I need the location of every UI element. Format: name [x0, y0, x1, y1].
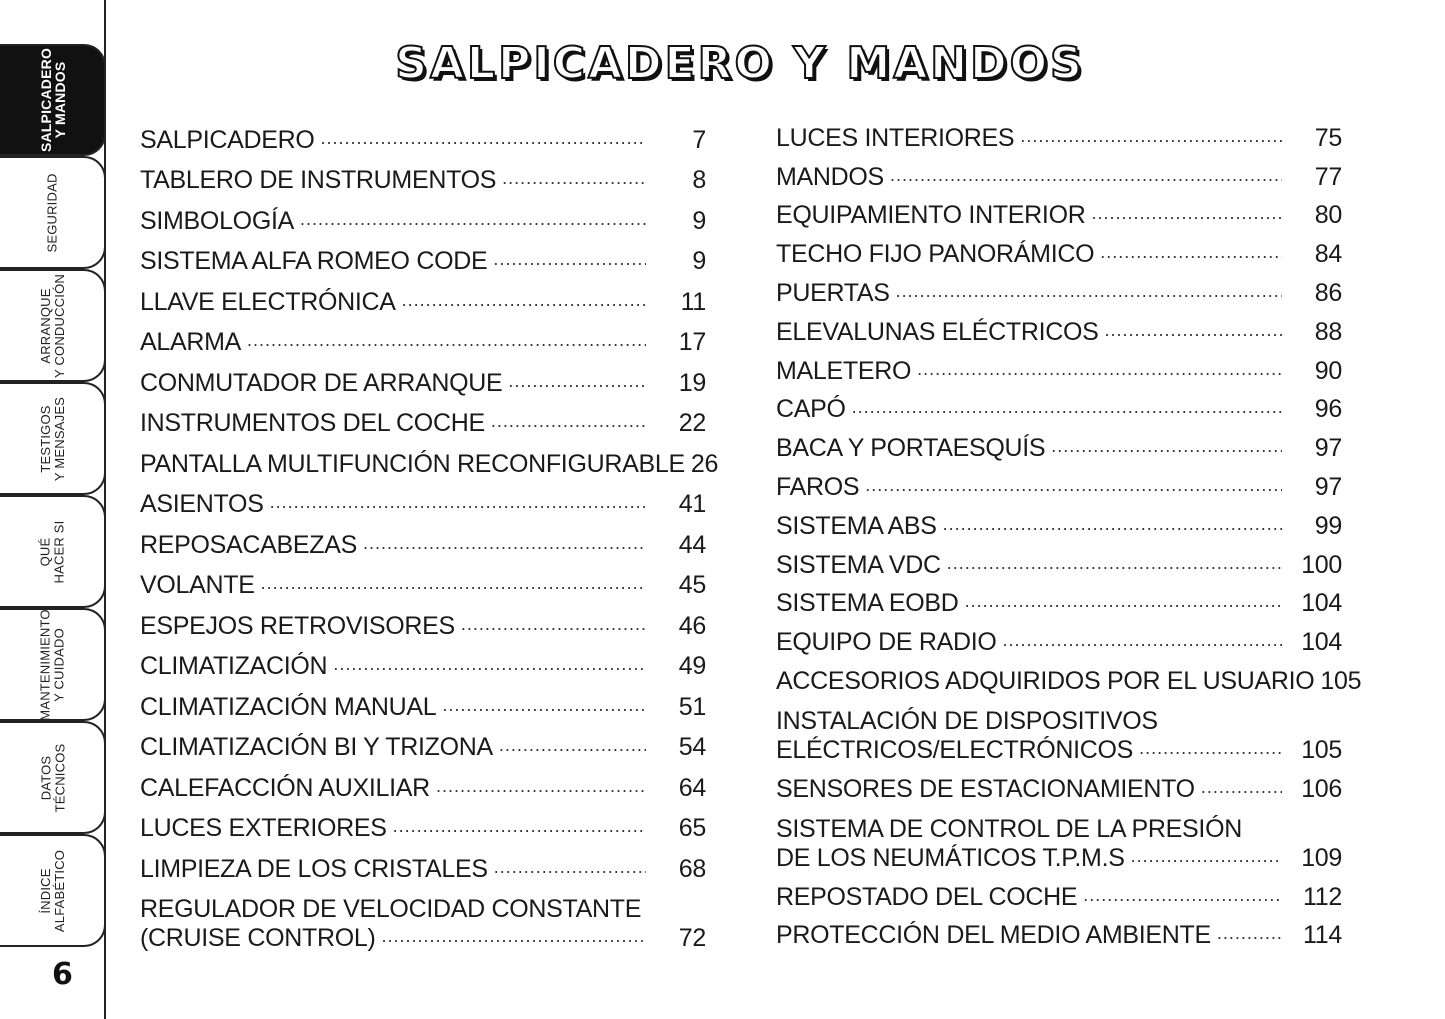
toc-page-number: 72: [678, 923, 706, 952]
dot-leader: [965, 591, 1282, 612]
toc-page-number: 96: [1314, 395, 1342, 424]
dot-leader: [890, 165, 1282, 186]
toc-entry[interactable]: [776, 153, 1342, 192]
toc-page-number: 90: [1314, 356, 1342, 385]
toc-entry-title: SISTEMA VDC: [776, 550, 941, 579]
tab-label: TESTIGOS Y MENSAJES: [38, 396, 67, 481]
dot-leader: [1217, 923, 1282, 944]
toc-page-number: 9: [692, 206, 706, 235]
toc-entry-title: LUCES EXTERIORES: [140, 814, 387, 842]
toc-entry[interactable]: [776, 657, 1362, 696]
toc-page-number: 109: [1301, 843, 1342, 872]
toc-entry[interactable]: [140, 357, 706, 398]
tab-datos-tecnicos[interactable]: [0, 721, 106, 834]
dot-leader: [1201, 777, 1282, 798]
toc-page-number: 112: [1303, 882, 1342, 911]
dot-leader: [896, 281, 1282, 302]
tab-seguridad[interactable]: [0, 156, 106, 269]
dot-leader: [499, 735, 646, 756]
toc-entry-title: ALARMA: [140, 328, 242, 356]
tab-indice-alfabetico[interactable]: [0, 834, 106, 947]
dot-leader: [1105, 320, 1282, 341]
toc-entry-title: INSTRUMENTOS DEL COCHE: [140, 409, 485, 437]
dot-leader: [461, 614, 646, 635]
toc-page-number: 46: [678, 611, 706, 640]
toc-page-number: 7: [692, 125, 706, 154]
toc-entry-title: TABLERO DE INSTRUMENTOS: [140, 166, 497, 194]
toc-entry-title: REPOSACABEZAS: [140, 530, 357, 559]
toc-entry[interactable]: [140, 600, 706, 641]
toc-page-number: 88: [1314, 317, 1342, 346]
toc-right-column: [776, 114, 1362, 950]
dot-leader: [508, 371, 646, 392]
toc-entry-title: SISTEMA ABS: [776, 511, 937, 540]
toc-page-number: 75: [1314, 123, 1342, 152]
toc-entry[interactable]: [776, 463, 1342, 502]
toc-entry-title: SIMBOLOGÍA: [140, 206, 294, 235]
toc-page-number: 11: [680, 287, 706, 316]
tab-label: QUÉ HACER SI: [37, 519, 67, 584]
toc-page-number: 45: [678, 571, 706, 599]
toc-entry[interactable]: [140, 560, 706, 601]
toc-entry[interactable]: [776, 580, 1342, 619]
toc-entry[interactable]: [140, 114, 706, 155]
toc-page-number: 86: [1314, 278, 1342, 307]
toc-page-number: 49: [678, 652, 706, 680]
toc-entry-title: REGULADOR DE VELOCIDAD CONSTANTE: [140, 894, 642, 923]
toc-left-column: [140, 114, 719, 953]
toc-entry-title: SISTEMA ALFA ROMEO CODE: [140, 247, 488, 275]
tab-label: DATOS TÉCNICOS: [38, 743, 67, 812]
toc-entry[interactable]: [140, 843, 706, 884]
toc-entry[interactable]: [776, 804, 1342, 873]
toc-page-number: 65: [678, 814, 706, 842]
toc-entry[interactable]: [140, 762, 706, 803]
dot-leader: [381, 926, 646, 947]
toc-entry-title: LUCES INTERIORES: [776, 123, 1015, 152]
toc-page-number: 44: [678, 530, 706, 559]
dot-leader: [917, 359, 1282, 380]
toc-entry[interactable]: [776, 230, 1342, 269]
toc-page-number: 68: [678, 854, 706, 883]
toc-entry-title: CLIMATIZACIÓN BI Y TRIZONA: [140, 733, 493, 761]
dot-leader: [1131, 846, 1282, 867]
dot-leader: [1083, 885, 1282, 906]
toc-page-number: 8: [692, 166, 706, 194]
tab-label: ARRANQUE Y CONDUCCIÓN: [37, 273, 67, 378]
dot-leader: [333, 654, 646, 675]
toc-entry-title: PANTALLA MULTIFUNCIÓN RECONFIGURABLE: [140, 449, 685, 478]
toc-entry-title: CAPÓ: [776, 395, 846, 424]
dot-leader: [247, 330, 646, 351]
dot-leader: [402, 290, 646, 311]
toc-entry-title: EQUIPO DE RADIO: [776, 628, 997, 657]
toc-entry[interactable]: [776, 386, 1342, 425]
toc-page-number: 77: [1314, 162, 1342, 191]
toc-page-number: 80: [1314, 201, 1342, 230]
dot-leader: [494, 857, 646, 878]
toc-page-number: 19: [678, 368, 706, 397]
page-number: 6: [52, 957, 73, 992]
tab-arranque-y-conduccion[interactable]: [0, 269, 106, 382]
toc-entry-title: INSTALACIÓN DE DISPOSITIVOS: [776, 706, 1158, 735]
dot-leader: [270, 492, 646, 513]
toc-entry[interactable]: [776, 873, 1342, 912]
toc-entry[interactable]: [776, 502, 1342, 541]
toc-entry-title-line2: ELÉCTRICOS/ELECTRÓNICOS: [776, 735, 1134, 764]
toc-page-number: 9: [692, 247, 706, 275]
toc-entry-title: LIMPIEZA DE LOS CRISTALES: [140, 854, 488, 883]
toc-entry[interactable]: [776, 541, 1342, 580]
tab-label: SALPICADERO Y MANDOS: [37, 47, 68, 153]
toc-entry-title: SISTEMA EOBD: [776, 589, 959, 618]
page-title: SALPICADERO Y MANDOS: [395, 38, 1085, 89]
toc-entry-title: ACCESORIOS ADQUIRIDOS POR EL USUARIO: [776, 666, 1315, 695]
tab-salpicadero-y-mandos[interactable]: [0, 44, 106, 156]
toc-page-number: 41: [678, 490, 706, 518]
toc-entry-title: MANDOS: [776, 162, 884, 191]
toc-entry[interactable]: [776, 912, 1342, 951]
toc-entry[interactable]: [776, 765, 1342, 804]
toc-entry-title: LLAVE ELECTRÓNICA: [140, 287, 396, 316]
dot-leader: [363, 533, 646, 554]
toc-entry-title: TECHO FIJO PANORÁMICO: [776, 240, 1095, 269]
dot-leader: [1051, 436, 1282, 457]
dot-leader: [1091, 203, 1282, 224]
toc-page-number: 17: [678, 328, 706, 356]
tab-mantenimiento-y-cuidado[interactable]: [0, 608, 106, 721]
toc-page-number: 26: [690, 449, 719, 478]
toc-entry-title: CONMUTADOR DE ARRANQUE: [140, 368, 503, 397]
toc-page-number: 97: [1314, 472, 1342, 501]
toc-entry[interactable]: [776, 424, 1342, 463]
dot-leader: [1139, 738, 1282, 759]
dot-leader: [393, 816, 646, 837]
tab-testigos-y-mensajes[interactable]: [0, 382, 106, 495]
dot-leader: [436, 776, 646, 797]
toc-entry[interactable]: [140, 681, 706, 722]
toc-entry[interactable]: [140, 479, 706, 520]
toc-entry-title: FAROS: [776, 472, 860, 501]
toc-entry-title: PROTECCIÓN DEL MEDIO AMBIENTE: [776, 921, 1211, 950]
dot-leader: [1003, 630, 1282, 651]
toc-entry[interactable]: [776, 308, 1342, 347]
toc-page-number: 100: [1301, 550, 1342, 579]
toc-page-number: 51: [678, 692, 706, 721]
toc-page-number: 104: [1301, 628, 1342, 657]
toc-entry-title-line2: DE LOS NEUMÁTICOS T.P.M.S: [776, 843, 1125, 872]
toc-entry[interactable]: [140, 438, 719, 479]
dot-leader: [261, 573, 646, 594]
toc-entry[interactable]: [776, 618, 1342, 657]
toc-entry-title: CLIMATIZACIÓN MANUAL: [140, 692, 437, 721]
toc-entry[interactable]: [140, 276, 706, 317]
toc-page-number: 22: [678, 409, 706, 437]
toc-entry-title: ASIENTOS: [140, 490, 264, 518]
toc-entry-title: SALPICADERO: [140, 125, 315, 154]
toc-page-number: 114: [1303, 921, 1342, 950]
toc-entry[interactable]: [140, 317, 706, 358]
toc-entry[interactable]: [140, 155, 706, 196]
toc-page-number: 99: [1314, 511, 1342, 540]
dot-leader: [865, 475, 1282, 496]
toc-entry-title: SISTEMA DE CONTROL DE LA PRESIÓN: [776, 814, 1242, 843]
tab-label: ÍNDICE ALFABÉTICO: [37, 849, 67, 932]
dot-leader: [321, 128, 646, 149]
tab-label: SEGURIDAD: [45, 172, 60, 253]
toc-entry[interactable]: [140, 236, 706, 277]
toc-page-number: 64: [678, 773, 706, 802]
toc-entry-title: EQUIPAMIENTO INTERIOR: [776, 201, 1086, 230]
toc-entry[interactable]: [140, 519, 706, 560]
toc-entry[interactable]: [140, 722, 706, 763]
toc-entry-title: BACA Y PORTAESQUÍS: [776, 434, 1046, 463]
toc-page-number: 106: [1301, 774, 1342, 803]
toc-entry-title: PUERTAS: [776, 278, 890, 307]
toc-entry[interactable]: [776, 347, 1342, 386]
toc-entry-title: MALETERO: [776, 356, 912, 385]
tab-que-hacer-si[interactable]: [0, 495, 106, 608]
toc-entry-title: ELEVALUNAS ELÉCTRICOS: [776, 317, 1099, 346]
dot-leader: [493, 249, 646, 270]
toc-entry[interactable]: [776, 114, 1342, 153]
toc-entry-title: CALEFACCIÓN AUXILIAR: [140, 773, 430, 802]
toc-page-number: 105: [1320, 666, 1362, 695]
toc-page-number: 104: [1301, 589, 1342, 618]
toc-entry-title-line2: (CRUISE CONTROL): [140, 923, 376, 952]
toc-page-number: 97: [1314, 434, 1342, 463]
toc-entry[interactable]: [140, 398, 706, 439]
toc-entry[interactable]: [140, 803, 706, 844]
toc-page-number: 84: [1314, 240, 1342, 269]
dot-leader: [502, 168, 646, 189]
toc-entry[interactable]: [776, 269, 1342, 308]
toc-entry[interactable]: [776, 696, 1342, 765]
dot-leader: [943, 514, 1282, 535]
dot-leader: [852, 397, 1282, 418]
dot-leader: [947, 553, 1282, 574]
tab-label: MANTENIMIENTO Y CUIDADO: [38, 608, 68, 721]
toc-entry-title: REPOSTADO DEL COCHE: [776, 882, 1078, 911]
dot-leader: [491, 411, 646, 432]
dot-leader: [442, 695, 646, 716]
toc-page-number: 105: [1301, 735, 1342, 764]
toc-entry[interactable]: [140, 641, 706, 682]
dot-leader: [300, 209, 646, 230]
dot-leader: [1020, 126, 1282, 147]
toc-entry-title: CLIMATIZACIÓN: [140, 652, 328, 680]
toc-entry-title: VOLANTE: [140, 571, 255, 599]
toc-entry[interactable]: [776, 192, 1342, 231]
toc-entry[interactable]: [140, 195, 706, 236]
toc-page-number: 54: [678, 733, 706, 761]
sidebar: [0, 0, 106, 1019]
toc-entry[interactable]: [140, 884, 706, 953]
toc-entry-title: ESPEJOS RETROVISORES: [140, 611, 455, 640]
toc-entry-title: SENSORES DE ESTACIONAMIENTO: [776, 774, 1195, 803]
dot-leader: [1100, 242, 1282, 263]
